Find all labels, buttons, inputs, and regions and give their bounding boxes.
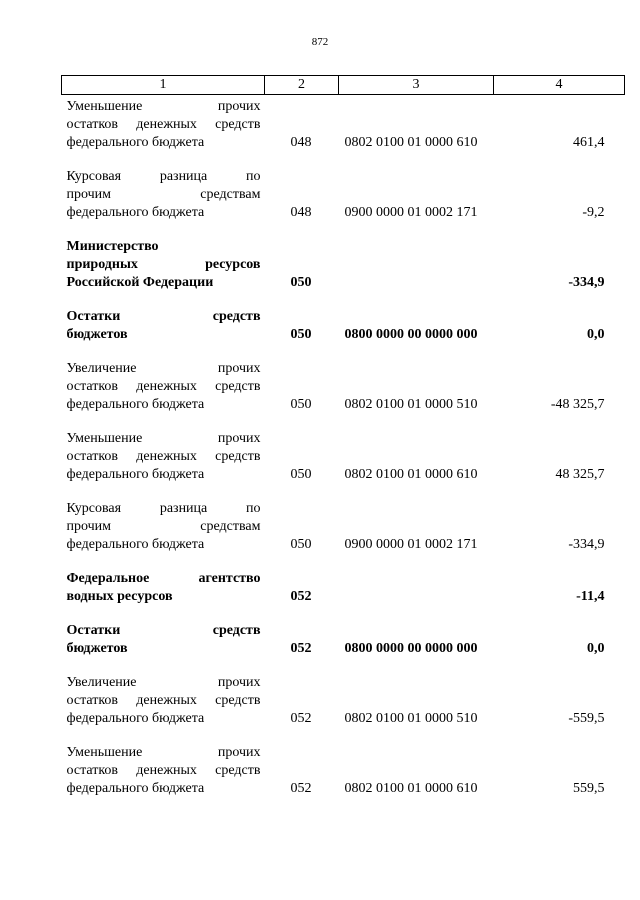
row-name-line: федерального бюджета — [66, 467, 205, 482]
row-amount: -9,2 — [582, 205, 605, 220]
table-body — [62, 95, 625, 799]
table-row — [62, 98, 625, 152]
row-amount: -11,4 — [576, 589, 605, 604]
row-name-line: Остатки средств — [66, 309, 261, 324]
spacer-row — [62, 484, 625, 500]
table-row — [62, 500, 625, 554]
row-name-line: остатков денежных средств — [66, 693, 261, 708]
row-name-line: остатков денежных средств — [66, 379, 261, 394]
row-admin-code: 050 — [290, 537, 312, 552]
table-row — [62, 744, 625, 798]
header-col-1: 1 — [62, 76, 265, 95]
row-amount: 0,0 — [587, 641, 605, 656]
budget-table — [61, 75, 625, 798]
header-row — [62, 76, 625, 95]
row-admin-code: 052 — [290, 641, 312, 656]
row-name-line: Уменьшение прочих — [66, 745, 261, 760]
row-classification-code: 0900 0000 01 0002 171 — [344, 205, 478, 220]
row-name-line: прочим средствам — [66, 519, 261, 534]
spacer-row — [62, 606, 625, 622]
table-row — [62, 308, 625, 344]
table-row — [62, 674, 625, 728]
row-admin-code: 052 — [290, 711, 312, 726]
row-amount: 0,0 — [587, 327, 605, 342]
row-name-line: Курсовая разница по — [66, 501, 261, 516]
row-name-line: федерального бюджета — [66, 205, 205, 220]
spacer-row — [62, 222, 625, 238]
row-name — [62, 360, 265, 414]
row-name — [62, 98, 265, 152]
table-row — [62, 238, 625, 292]
row-admin-code: 052 — [290, 781, 312, 796]
table-row — [62, 360, 625, 414]
spacer-row — [62, 344, 625, 360]
row-amount: -334,9 — [568, 537, 605, 552]
row-admin-code: 050 — [290, 327, 312, 342]
row-name-line: прочим средствам — [66, 187, 261, 202]
row-name-line: Курсовая разница по — [66, 169, 261, 184]
row-classification-code — [339, 238, 494, 292]
row-name — [62, 430, 265, 484]
row-name — [62, 168, 265, 222]
row-name-line: Уменьшение прочих — [66, 431, 261, 446]
row-admin-code: 050 — [290, 467, 312, 482]
row-name — [62, 500, 265, 554]
table-header — [62, 76, 625, 95]
row-name — [62, 238, 265, 292]
row-name-line: федерального бюджета — [66, 711, 205, 726]
row-name-line: водных ресурсов — [66, 589, 173, 604]
row-classification-code: 0800 0000 00 0000 000 — [344, 327, 478, 342]
row-name-line: бюджетов — [66, 327, 128, 342]
row-amount: 559,5 — [573, 781, 605, 796]
header-col-3: 3 — [339, 76, 494, 95]
header-col-4: 4 — [494, 76, 625, 95]
row-name-line: федерального бюджета — [66, 781, 205, 796]
row-admin-code: 050 — [290, 397, 312, 412]
row-name-line: остатков денежных средств — [66, 763, 261, 778]
row-classification-code — [339, 570, 494, 606]
row-admin-code: 052 — [290, 589, 312, 604]
table-row — [62, 570, 625, 606]
row-classification-code: 0800 0000 00 0000 000 — [344, 641, 478, 656]
row-classification-code: 0802 0100 01 0000 610 — [344, 135, 478, 150]
table-row — [62, 430, 625, 484]
row-admin-code: 048 — [290, 135, 312, 150]
row-amount: -559,5 — [568, 711, 605, 726]
row-name-line: федерального бюджета — [66, 135, 205, 150]
spacer-row — [62, 414, 625, 430]
row-classification-code: 0802 0100 01 0000 510 — [344, 397, 478, 412]
spacer-row — [62, 292, 625, 308]
row-name-line: Остатки средств — [66, 623, 261, 638]
row-classification-code: 0802 0100 01 0000 510 — [344, 711, 478, 726]
spacer-row — [62, 152, 625, 168]
row-classification-code: 0802 0100 01 0000 610 — [344, 781, 478, 796]
header-col-2: 2 — [265, 76, 339, 95]
row-admin-code: 048 — [290, 205, 312, 220]
row-name-line: Увеличение прочих — [66, 675, 261, 690]
row-classification-code: 0900 0000 01 0002 171 — [344, 537, 478, 552]
row-name — [62, 622, 265, 658]
row-admin-code: 050 — [290, 275, 312, 290]
row-amount: -48 325,7 — [550, 397, 605, 412]
page-number: 872 — [311, 36, 329, 48]
table-row — [62, 168, 625, 222]
spacer-row — [62, 658, 625, 674]
table-row — [62, 622, 625, 658]
row-name-line: Увеличение прочих — [66, 361, 261, 376]
row-classification-code: 0802 0100 01 0000 610 — [344, 467, 478, 482]
row-name — [62, 308, 265, 344]
row-name-line: Федеральное агентство — [66, 571, 261, 586]
row-name — [62, 744, 265, 798]
spacer-row — [62, 728, 625, 744]
row-name-line: остатков денежных средств — [66, 449, 261, 464]
row-amount: 48 325,7 — [555, 467, 605, 482]
row-name-line: федерального бюджета — [66, 537, 205, 552]
row-name-line: Министерство — [66, 239, 159, 254]
row-name-line: остатков денежных средств — [66, 117, 261, 132]
row-amount: 461,4 — [573, 135, 605, 150]
row-name-line: бюджетов — [66, 641, 128, 656]
row-name-line: федерального бюджета — [66, 397, 205, 412]
row-name — [62, 570, 265, 606]
row-name-line: природных ресурсов — [66, 257, 261, 272]
row-name-line: Российской Федерации — [66, 275, 214, 290]
row-amount: -334,9 — [568, 275, 605, 290]
row-name — [62, 674, 265, 728]
spacer-row — [62, 554, 625, 570]
row-name-line: Уменьшение прочих — [66, 99, 261, 114]
